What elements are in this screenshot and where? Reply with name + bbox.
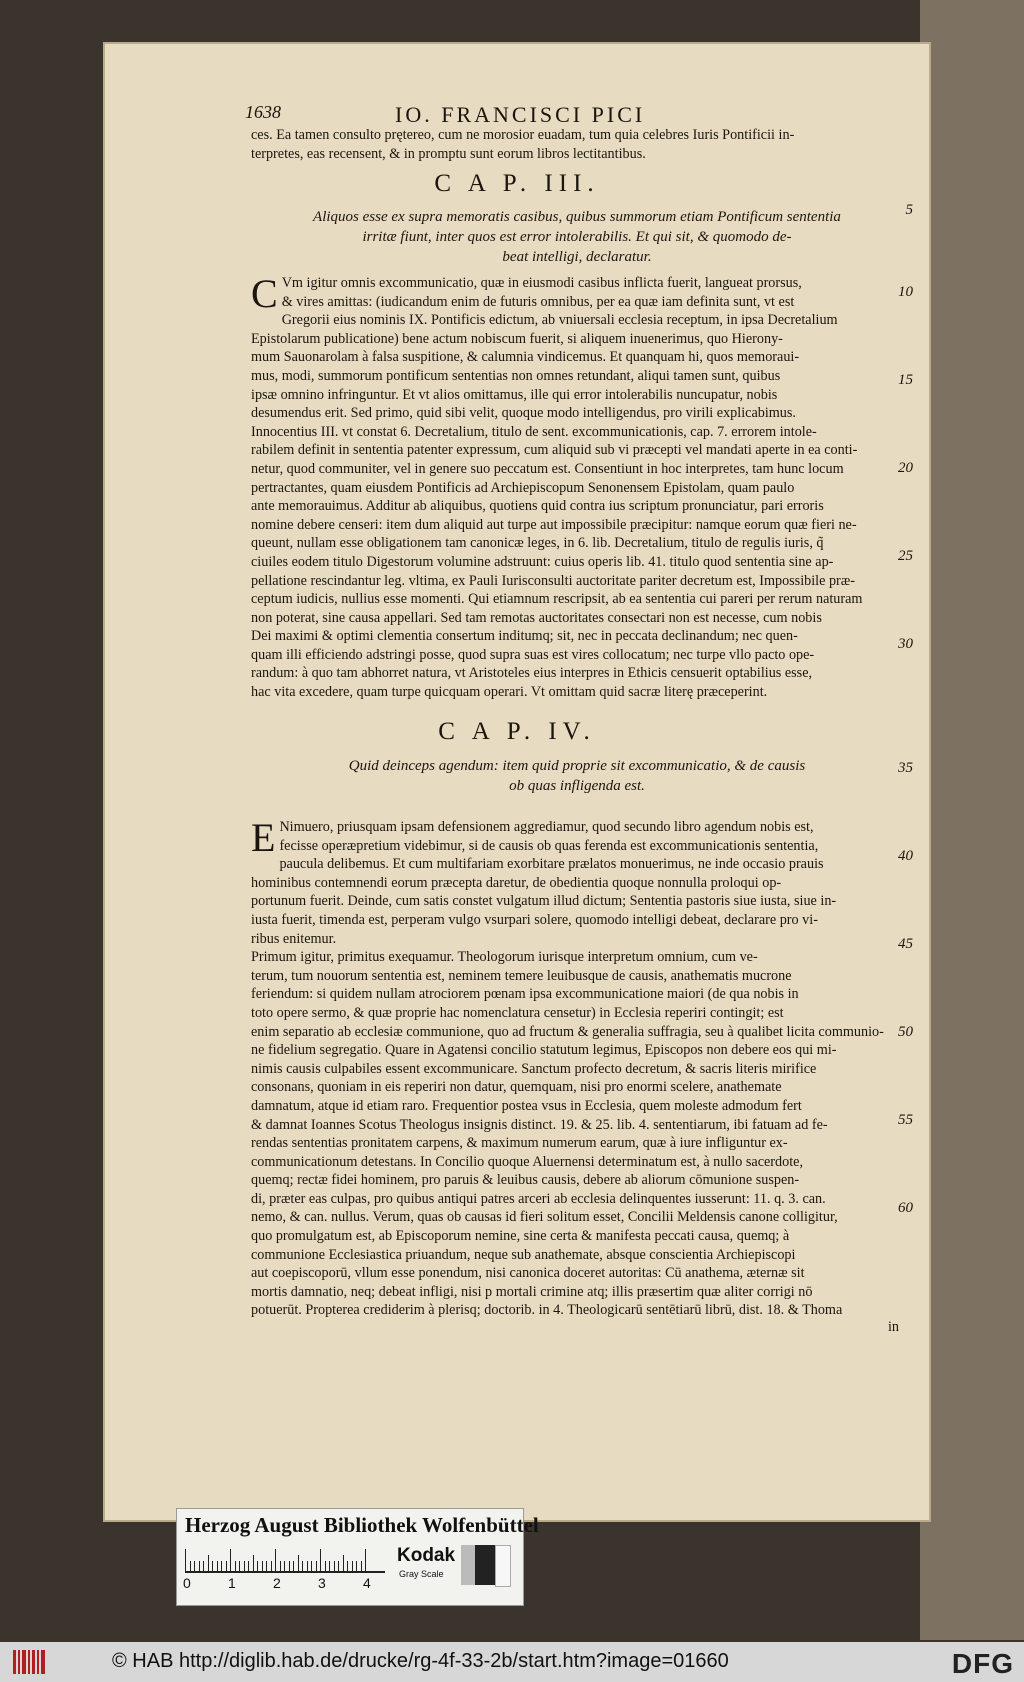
summary-line: Quid deinceps agendum: item quid proprie sit excommunicatio, & de causis xyxy=(348,758,806,774)
line-number: 5 xyxy=(905,202,913,218)
ruler-tick xyxy=(365,1549,366,1571)
catchword-text: in xyxy=(887,1319,899,1335)
text-line: nomine debere censeri: item dum aliquid aut turpe aut impossibile præcipitur: namque eorum quæ fieri ne- xyxy=(251,516,857,533)
text-line: ces. Ea tamen consulto prętereo, cum ne morosior euadam, tum quia celebres Iuris Pontificii in- xyxy=(251,127,795,143)
text-line: portunum fuerit. Deinde, cum satis constet vulgatum illud dictum; Sententia pastoris siue iusta, siue in- xyxy=(251,893,837,910)
text-line: mortis damnatio, neq; debeat infligi, nisi p mortali crimine atq; illis præsertim quæ aliter corrigi nō xyxy=(251,1283,813,1300)
text-line: ne fidelium segregatio. Quare in Agatensi concilio statutum legimus, Episcopos non debere eos qui mi- xyxy=(251,1042,837,1059)
text-line: pertractantes, quam eiusdem Pontificis ad Archiepiscopum Senonensem Epistolam, quam paulo xyxy=(251,479,795,496)
text-line: Innocentius III. vt constat 6. Decretalium, titulo de sent. excommunicationis, cap. 7. errorem intole- xyxy=(251,423,817,440)
dfg-logo: DFG xyxy=(951,1648,1014,1679)
ruler-tick xyxy=(248,1561,249,1571)
line-number: 15 xyxy=(898,372,913,388)
top-text xyxy=(251,126,899,163)
text-line: Primum igitur, primitus exequamur. Theologorum iurisque interpretum omnium, cum ve- xyxy=(251,949,758,966)
ruler-tick xyxy=(253,1555,254,1571)
text-line: terpretes, eas recensent, & in promptu sunt eorum libros lectitantibus. xyxy=(251,145,646,162)
ruler-tick xyxy=(235,1561,236,1571)
ruler-tick xyxy=(212,1561,213,1571)
summary-line: beat intelligi, declaratur. xyxy=(502,249,652,265)
ruler-tick xyxy=(230,1549,231,1571)
kodak-logo: Kodak xyxy=(397,1545,456,1566)
text-line: ante memorauimus. Additur ab aliquibus, quotiens quid contra ius scriptum pronunciatur, pari erroris xyxy=(251,498,824,515)
ruler-tick xyxy=(271,1561,272,1571)
text-line: communicationum detestans. In Concilio quoque Aluernensi determinatum est, à nullo sacerdote, xyxy=(251,1153,803,1170)
ruler-number: 2 xyxy=(273,1575,281,1591)
ruler-tick xyxy=(302,1561,303,1571)
ruler-tick xyxy=(244,1561,245,1571)
text-line: communione Ecclesiastica priuandum, neque sub anathemate, absque conscientia Archiepiscopi xyxy=(251,1246,796,1263)
text-line: di, præter eas culpas, pro quibus antiqui patres arceri ab ecclesia delinquentes iusserunt: 11. q. 3. can. xyxy=(251,1190,826,1207)
ruler-scale xyxy=(185,1547,385,1573)
summary-line: ob quas infligenda est. xyxy=(509,778,645,794)
chapter-3-title: C A P. III. xyxy=(434,170,600,197)
ruler-tick xyxy=(352,1561,353,1571)
text-line: rendas sententias pronitatem carpens, & maximum numerum earum, quæ à iure infliguntur ex- xyxy=(251,1135,788,1152)
ruler-number: 1 xyxy=(228,1575,236,1591)
text-line: ciuiles eodem titulo Digestorum volumine adstruunt: cuius operis lib. 41. titulo quod sententia sine ap- xyxy=(251,553,834,570)
line-number: 60 xyxy=(898,1200,913,1216)
library-color-card xyxy=(176,1508,539,1606)
ruler-tick xyxy=(334,1561,335,1571)
text-line: iusta fuerit, timenda est, perperam vulgo vsurpari solere, quomodo intelligi debeat, declarare pro vi- xyxy=(251,911,818,928)
facing-page-edge xyxy=(920,0,1024,1640)
line-number: 30 xyxy=(898,636,913,652)
text-line: Vm igitur omnis excommunicatio, quæ in eiusmodi casibus inflicta fuerit, langueat prorsus, xyxy=(281,275,802,291)
ruler-tick xyxy=(320,1549,321,1571)
ruler-tick xyxy=(199,1561,200,1571)
text-line: terum, tum nouorum sententia est, neminem temere leuibusque de causis, anathematis mucrone xyxy=(251,967,792,984)
chapter-3-body xyxy=(251,271,899,702)
ruler-tick xyxy=(275,1549,276,1571)
gray-swatch-white xyxy=(495,1545,511,1587)
text-line: Epistolarum publicatione) bene actum nobiscum fuerit, si aliquem inuenerimus, quo Hierony- xyxy=(251,330,783,347)
chapter-4-summary xyxy=(267,756,887,796)
text-line: ipsæ omnino infringuntur. Et vt alios omittamus, ille qui error intolerabilis nuncupatur, nobis xyxy=(251,386,778,403)
ruler-tick xyxy=(194,1561,195,1571)
drop-cap: C xyxy=(251,271,278,316)
line-number: 55 xyxy=(898,1112,913,1128)
text-line: enim separatio ab ecclesiæ communione, quo ad fructum & generalia suffragia, seu à qualibet licita communio- xyxy=(251,1023,884,1040)
copyright-link[interactable]: © HAB http://diglib.hab.de/drucke/rg-4f-33-2b/start.htm?image=01660 xyxy=(112,1650,729,1672)
ruler-tick xyxy=(316,1561,317,1571)
catchword xyxy=(251,1318,899,1337)
text-line: & vires amittas: (iudicandum enim de futuris omnibus, per ea quæ iam definita sunt, vt est xyxy=(281,293,795,310)
ruler-tick xyxy=(203,1561,204,1571)
ruler-tick xyxy=(257,1561,258,1571)
text-line: Gregorii eius nominis IX. Pontificis edictum, ab vniuersali ecclesia receptum, in ipsa Decretalium xyxy=(281,312,838,329)
ruler-tick xyxy=(329,1561,330,1571)
text-line: damnatum, atque id etiam raro. Frequentior postea vsus in Ecclesia, quem moleste admodum fert xyxy=(251,1097,802,1114)
text-line: desumendus erit. Sed primo, quid sibi velit, quoque modo intelligendus, pro virili explicabimus. xyxy=(251,405,796,422)
chapter-3-summary xyxy=(267,207,887,267)
ruler-tick xyxy=(185,1549,186,1571)
ruler-tick xyxy=(221,1561,222,1571)
ruler-tick xyxy=(338,1561,339,1571)
chapter-4-body xyxy=(251,815,899,1320)
text-line: nimis causis culpabiles essent excommunicare. Sanctum profecto decretum, & sacris literis mirifice xyxy=(251,1060,817,1077)
text-line: randum: à quo tam abhorret natura, vt Aristoteles eius interpres in Ethicis censuerit optabilius esse, xyxy=(251,665,813,682)
drop-cap: E xyxy=(251,815,276,860)
text-line: quemq; rectæ fidei hominem, pro paruis & leuibus causis, debere ab aliorum cōmunione suspen- xyxy=(251,1172,800,1189)
text-line: netur, quod communiter, vel in genere suo peccatum est. Consentiunt in hoc interpretes, tam hunc locum xyxy=(251,460,844,477)
text-line: quo promulgatum est, ab Episcoporum nemine, sine certa & manifesta peccati causa, quemq; à xyxy=(251,1228,790,1245)
text-line: hominibus contemnendi eorum præcepta daretur, de obedientia quoque nonnulla proloqui op- xyxy=(251,874,782,891)
text-line: mum Sauonarolam à falsa suspitione, & calumnia vindicemus. Et quanquam hi, quos memoraui- xyxy=(251,349,800,366)
barcode-icon xyxy=(12,1648,48,1676)
ruler-tick xyxy=(289,1561,290,1571)
text-line: hac vita excedere, quam turpe quicquam operari. Vt omittam quid sacræ literę præceperint. xyxy=(251,684,768,701)
ruler-tick xyxy=(217,1561,218,1571)
folio-number: 1638 xyxy=(245,102,281,122)
text-line: paucula delibemus. Et cum multifariam exorbitare prælatos monuerimus, ne inde occasio prauis xyxy=(279,856,824,873)
line-number: 50 xyxy=(898,1024,913,1040)
chapter-4-title: C A P. IV. xyxy=(438,718,596,745)
text-line: Dei maximi & optimi clementia consertum inditumq; sit, nec in peccata declinandum; nec quen- xyxy=(251,628,798,645)
ruler-tick xyxy=(298,1555,299,1571)
text-line: Nimuero, priusquam ipsam defensionem aggrediamur, quod secundo libro agendum nobis est, xyxy=(279,819,814,835)
ruler-tick xyxy=(262,1561,263,1571)
ruler-number: 4 xyxy=(363,1575,371,1591)
gray-swatch-dark xyxy=(475,1545,495,1585)
text-line: aut coepiscoporū, vllum esse ponendum, nisi canonica doceret autoritas: Cū anathema, æternæ sit xyxy=(251,1265,805,1282)
text-line: non poterat, sine causa appellari. Sed tam remotas auctoritates consectari non est necesse, cum nobis xyxy=(251,609,822,626)
page-header xyxy=(245,102,905,128)
book-page xyxy=(103,42,931,1522)
ruler-tick xyxy=(266,1561,267,1571)
summary-line: irritæ fiunt, inter quos est error intolerabilis. Et qui sit, & quomodo de- xyxy=(362,229,792,245)
text-line: potuerūt. Propterea crediderim à plerisq; doctorib. in 4. Theologicarū sentētiarū librū, dist. 18. & Thoma xyxy=(251,1302,843,1319)
ruler-tick xyxy=(293,1561,294,1571)
text-line: ceptum iudicis, nullius esse momenti. Qui etiamnum rescripsit, ab ea sententia cui pareri per rerum naturam xyxy=(251,591,863,608)
ruler-tick xyxy=(284,1561,285,1571)
ruler-tick xyxy=(307,1561,308,1571)
text-line: & damnat Ioannes Scotus Theologus insignis distinct. 19. & 25. lib. 4. sententiarum, ibi fatuam ad fe- xyxy=(251,1116,828,1133)
ruler-tick xyxy=(361,1561,362,1571)
ruler-number: 3 xyxy=(318,1575,326,1591)
line-number: 10 xyxy=(898,284,913,300)
text-line: queunt, nullam esse obligationem tam canonicæ leges, in 6. lib. Decretalium, titulo de regulis iuris, q̃ xyxy=(251,535,824,552)
text-line: pellatione rescindantur leg. vltima, ex Pauli Iurisconsulti auctoritate pariter decretum est, Impossibile præ- xyxy=(251,572,855,589)
text-line: nemo, & can. nullus. Verum, quas ob causas id fieri solitum esset, Concilii Meldensis canone colligitur, xyxy=(251,1209,838,1226)
ruler-tick xyxy=(208,1555,209,1571)
ruler-tick xyxy=(325,1561,326,1571)
viewer-footer xyxy=(0,1642,1024,1682)
ruler-tick xyxy=(226,1561,227,1571)
library-name: Herzog August Bibliothek Wolfenbüttel xyxy=(185,1513,539,1537)
ruler-tick xyxy=(280,1561,281,1571)
text-line: quam illi efficiendo adstringi posse, quod supra suas est vires collocatum; nec turpe vllo pacto ope- xyxy=(251,646,815,663)
ruler-tick xyxy=(343,1555,344,1571)
running-head: IO. FRANCISCI PICI xyxy=(395,102,646,127)
ruler-tick xyxy=(239,1561,240,1571)
line-number: 40 xyxy=(898,848,913,864)
text-line: consonans, quoniam in eis reperiri non datur, quemquam, nisi pro enormi scelere, anathemate xyxy=(251,1079,782,1096)
ruler-number: 0 xyxy=(183,1575,191,1591)
ruler-tick xyxy=(347,1561,348,1571)
ruler-tick xyxy=(311,1561,312,1571)
ruler-tick xyxy=(356,1561,357,1571)
gray-scale-label: Gray Scale xyxy=(399,1569,444,1579)
ruler-tick xyxy=(190,1561,191,1571)
text-line: fecisse operæpretium videbimur, si de causis ob quas ferenda est excommunicationis sententia, xyxy=(279,837,819,854)
text-line: toto opere sermo, & quæ proprie hac nomenclatura censetur) in Ecclesia reperiri contingit; est xyxy=(251,1004,784,1021)
text-line: rabilem definit in sententia patenter expressum, cum aliquid sub vi præcepti vel mandati aperte in ea conti- xyxy=(251,442,858,459)
text-line: ribus enitemur. xyxy=(251,930,337,947)
summary-line: Aliquos esse ex supra memoratis casibus, quibus summorum etiam Pontificum sententia xyxy=(313,209,841,225)
line-number: 20 xyxy=(898,460,913,476)
line-number: 45 xyxy=(898,936,913,952)
gray-swatch-light xyxy=(461,1545,475,1585)
text-line: mus, modi, summorum pontificum sententias non omnes retundant, aliqui tamen sunt, quibus xyxy=(251,367,781,384)
text-line: feriendum: si quidem nullam atrociorem pœnam ipsa excommunicatione maiori (de qua nobis in xyxy=(251,986,799,1003)
line-number: 35 xyxy=(898,760,913,776)
line-number: 25 xyxy=(898,548,913,564)
